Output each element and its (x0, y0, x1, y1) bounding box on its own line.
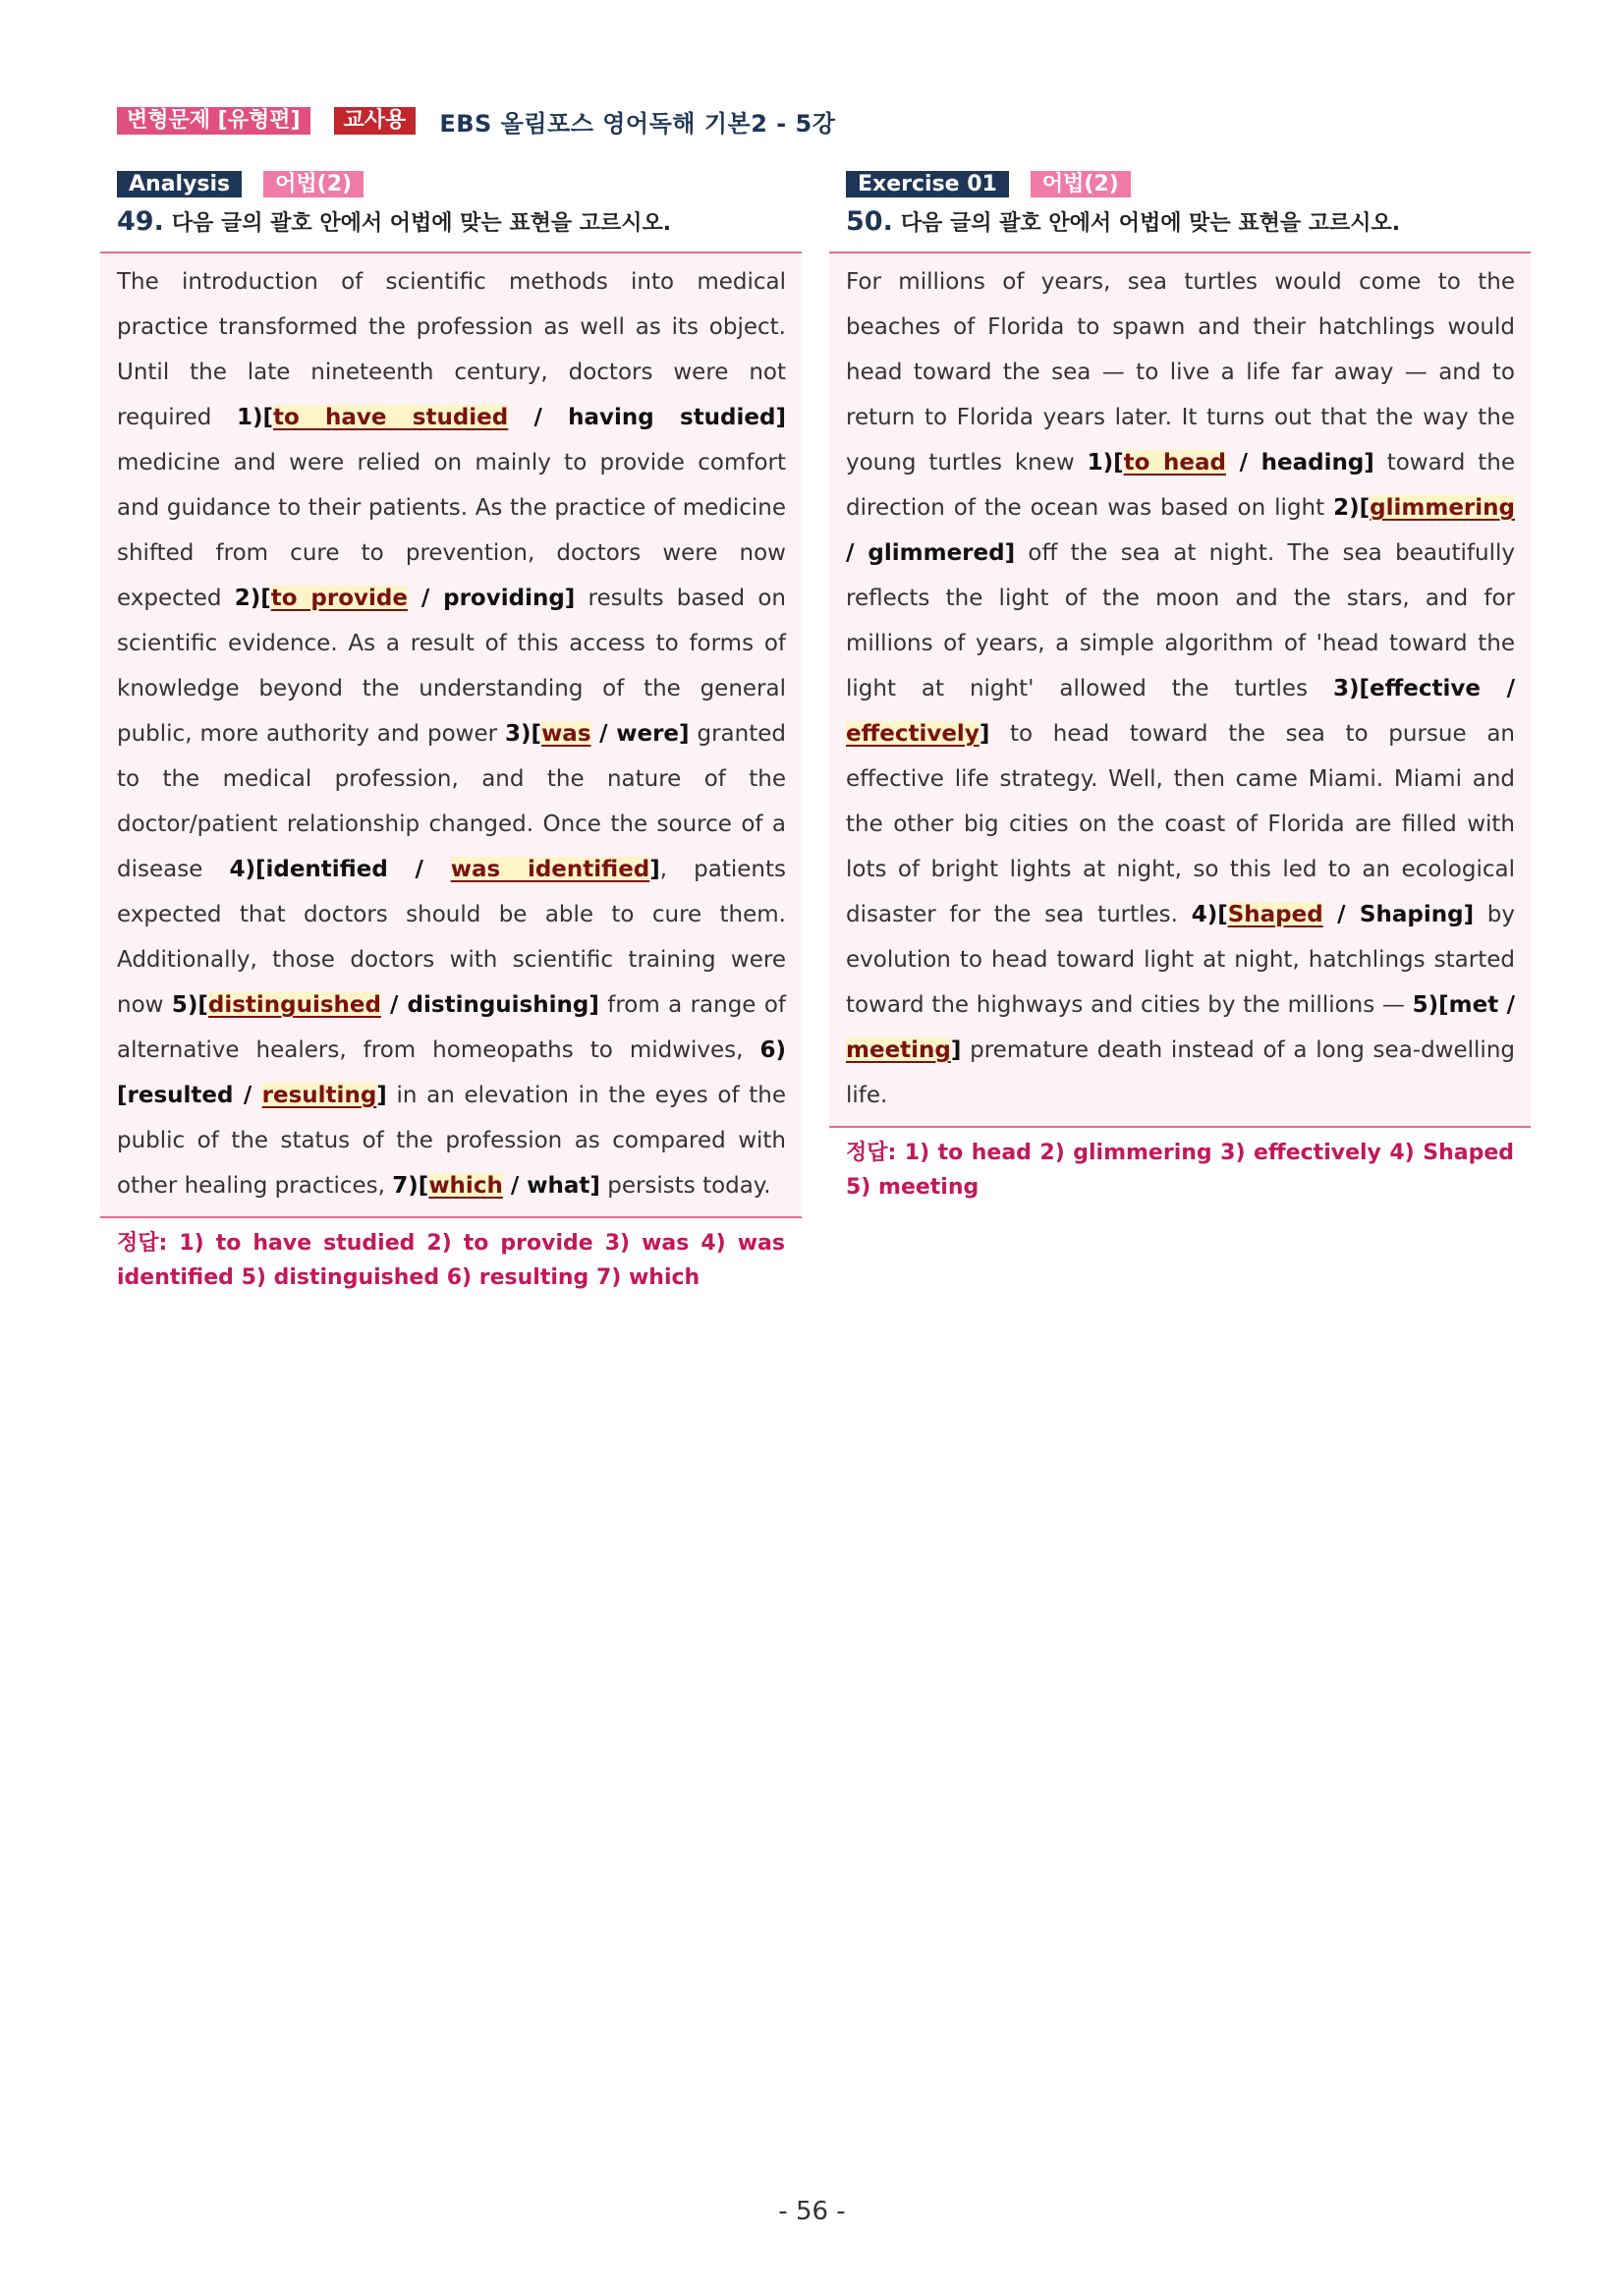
blank-3: 3)[effective / effectively] (846, 676, 1515, 747)
page-header (117, 106, 835, 136)
page-number: - 56 - (778, 2197, 846, 2226)
question-instruction: 다음 글의 괄호 안에서 어법에 맞는 표현을 고르시오. (171, 211, 672, 236)
passage-50 (829, 252, 1531, 1128)
question-number: 49. (117, 206, 164, 237)
question-49-column (100, 169, 802, 1295)
question-title (100, 206, 802, 240)
grammar-label: 어법(2) (263, 171, 364, 197)
correct-choice: glimmering (1370, 495, 1515, 521)
passage-text: persists today. (599, 1173, 771, 1199)
answer-key-49: 정답: 1) to have studied 2) to provide 3) was 4) was identified 5) distinguished 6) resulting 7) which (117, 1231, 785, 1290)
passage-49 (100, 252, 802, 1218)
blank-3: 3)[was / were] (505, 721, 690, 747)
question-instruction: 다음 글의 괄호 안에서 어법에 맞는 표현을 고르시오. (900, 211, 1401, 236)
correct-choice: to head (1123, 450, 1226, 476)
grammar-label: 어법(2) (1031, 171, 1131, 197)
correct-choice: meeting (846, 1037, 951, 1063)
correct-choice: was identified (450, 857, 650, 882)
passage-text: The introduction of scientific methods into medical practice transformed the profession as well as its object. Until the late nineteenth century, doctors were not required (117, 269, 786, 430)
exercise-label: Exercise 01 (846, 171, 1009, 197)
question-title (829, 206, 1531, 240)
blank-5: 5)[distinguished / distinguishing] (171, 992, 599, 1018)
correct-choice: which (428, 1173, 503, 1199)
blank-7: 7)[which / what] (392, 1173, 600, 1199)
passage-text: by evolution to head toward light at night, hatchlings started toward the highways and cities by the millions — (846, 902, 1516, 1018)
question-number: 50. (846, 206, 893, 237)
blank-2: 2)[glimmering / glimmered] (846, 495, 1515, 566)
passage-text: granted to the medical profession, and the nature of the doctor/patient relationship changed. Once the source of a disease (117, 721, 786, 882)
passage-text: off the sea at night. The sea beautifully reflects the light of the moon and the stars, and for millions of years, a simple algorithm of 'head toward the light at night' allowed the turtles (846, 540, 1515, 701)
blank-4: 4)[Shaped / Shaping] (1191, 902, 1475, 927)
question-labels (829, 169, 1531, 198)
blank-5: 5)[met / meeting] (846, 992, 1515, 1063)
passage-text: For millions of years, sea turtles would come to the beaches of Florida to spawn and their hatchlings would head toward the sea — to live a life far away — and to return to Florida years later. It turns out that the way the young turtles knew (846, 269, 1515, 476)
answer-key-50: 정답: 1) to head 2) glimmering 3) effectively 4) Shaped 5) meeting (846, 1141, 1514, 1200)
correct-choice: resulting (261, 1083, 377, 1108)
blank-6: 6)[resulted / resulting] (117, 1037, 786, 1108)
blank-1: 1)[to have studied / having studied] (236, 405, 786, 430)
passage-text: from a range of alternative healers, from homeopaths to midwives, (117, 992, 786, 1063)
question-50-column (829, 169, 1531, 1204)
teacher-tag: 교사용 (334, 107, 417, 135)
passage-text: toward the direction of the ocean was based on light (846, 450, 1516, 521)
blank-2: 2)[to provide / providing] (234, 586, 576, 611)
passage-text: to head toward the sea to pursue an effective life strategy. Well, then came Miami. Miami and the other big cities on the coast of Florida are filled with lots of bright lights at night, so this led to an ecological disaster for the sea turtles. (846, 721, 1515, 927)
passage-text: premature death instead of a long sea-dwelling life. (846, 1037, 1515, 1108)
passage-text: , patients expected that doctors should be able to cure them. Additionally, those doctors with scientific training were now (117, 857, 787, 1018)
correct-choice: to have studied (272, 405, 509, 430)
correct-choice: was (541, 721, 591, 747)
correct-choice: Shaped (1227, 902, 1323, 927)
blank-4: 4)[identified / was identified] (229, 857, 660, 882)
analysis-label: Analysis (117, 171, 242, 197)
blank-1: 1)[to head / heading] (1087, 450, 1374, 476)
passage-text: results based on scientific evidence. As a result of this access to forms of knowledge beyond the understanding of the general public, more authority and power (117, 586, 786, 747)
correct-choice: distinguished (207, 992, 381, 1018)
header-title: EBS 올림포스 영어독해 기본2 - 5강 (439, 109, 836, 138)
passage-text: in an elevation in the eyes of the public of the status of the profession as compared with other healing practices, (117, 1083, 786, 1199)
passage-text: medicine and were relied on mainly to provide comfort and guidance to their patients. As the practice of medicine shifted from cure to prevention, doctors were now expected (117, 450, 786, 611)
correct-choice: to provide (270, 586, 408, 611)
question-labels (100, 169, 802, 198)
category-tag: 변형문제 [유형편] (117, 107, 310, 135)
correct-choice: effectively (846, 721, 980, 747)
